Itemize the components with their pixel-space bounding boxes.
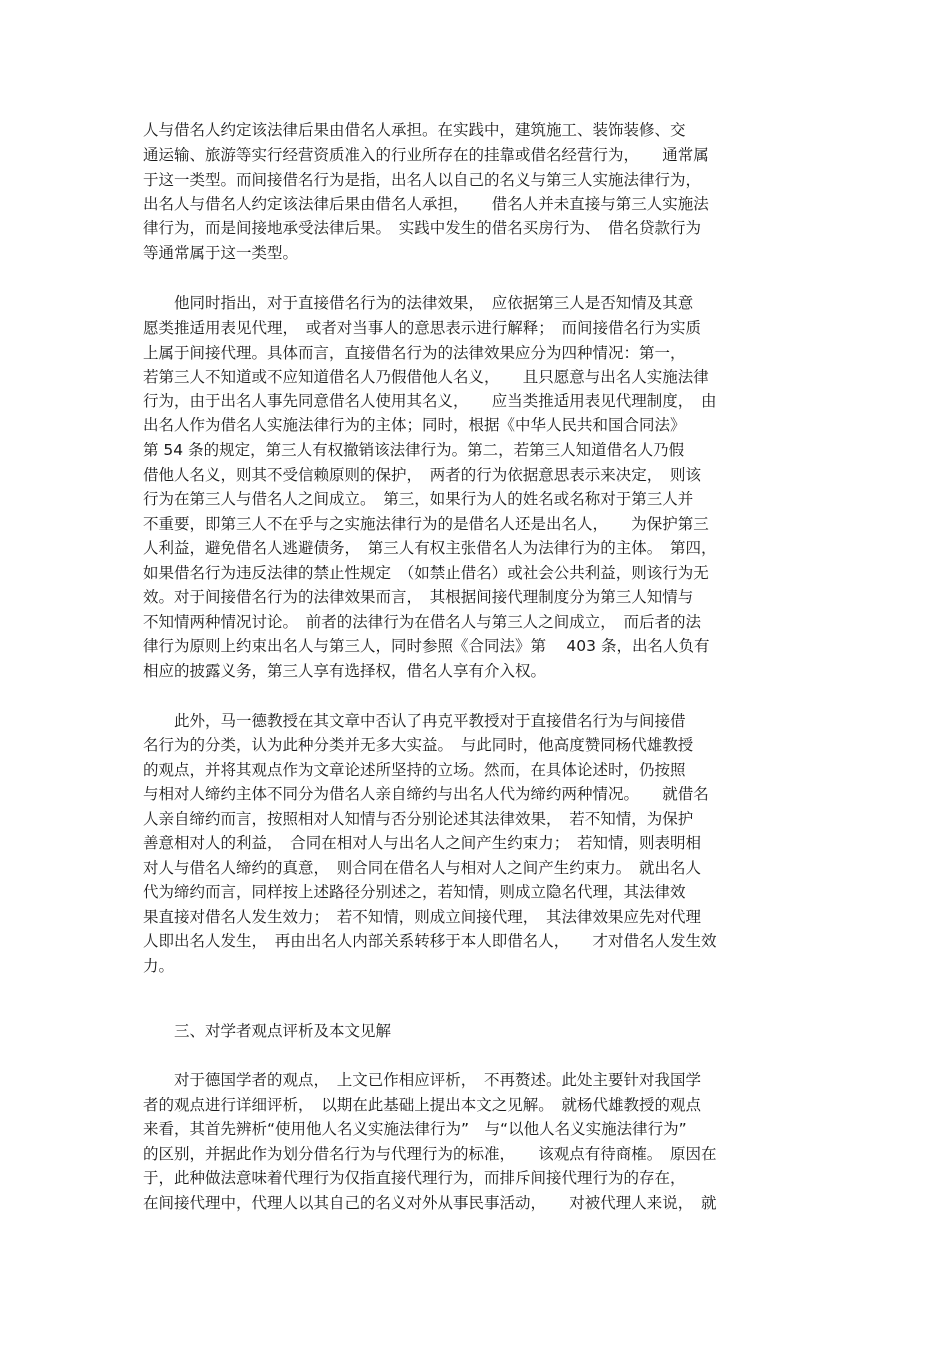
text-line: 人即出名人发生， 再由出名人内部关系转移于本人即借名人， 才对借名人发生效 xyxy=(143,932,717,950)
text-line: 在间接代理中，代理人以其自己的名义对外从事民事活动， 对被代理人来说， 就 xyxy=(143,1194,717,1212)
text-line: 等通常属于这一类型。 xyxy=(143,244,299,262)
text-line: 如果借名行为违反法律的禁止性规定 （如禁止借名）或社会公共利益，则该行为无 xyxy=(143,564,709,582)
text-line: 的观点，并将其观点作为文章论述所坚持的立场。然而，在具体论述时，仍按照 xyxy=(143,761,686,779)
text-line: 善意相对人的利益， 合同在相对人与出名人之间产生约束力； 若知情，则表明相 xyxy=(143,834,702,852)
text-line: 他同时指出，对于直接借名行为的法律效果， 应依据第三人是否知情及其意 xyxy=(143,294,694,312)
text-line: 代为缔约而言，同样按上述路径分别述之，若知情，则成立隐名代理，其法律效 xyxy=(143,883,686,901)
text-line: 借他人名义，则其不受信赖原则的保护， 两者的行为依据意思表示来决定， 则该 xyxy=(143,466,702,484)
text-line: 不知情两种情况讨论。 前者的法律行为在借名人与第三人之间成立， 而后者的法 xyxy=(143,613,702,631)
text-line: 于，此种做法意味着代理行为仅指直接代理行为，而排斥间接代理行为的存在， xyxy=(143,1169,686,1187)
text-line: 愿类推适用表见代理， 或者对当事人的意思表示进行解释； 而间接借名行为实质 xyxy=(143,319,702,337)
text-line: 此外，马一德教授在其文章中否认了冉克平教授对于直接借名行为与间接借 xyxy=(143,712,686,730)
text-line: 通运输、旅游等实行经营资质准入的行业所存在的挂靠或借名经营行为， 通常属 xyxy=(143,146,709,164)
text-line: 人亲自缔约而言，按照相对人知情与否分别论述其法律效果， 若不知情，为保护 xyxy=(143,810,694,828)
text-line: 对人与借名人缔约的真意， 则合同在借名人与相对人之间产生约束力。 就出名人 xyxy=(143,859,702,877)
text-line: 行为在第三人与借名人之间成立。 第三，如果行为人的姓名或名称对于第三人并 xyxy=(143,490,694,508)
text-line: 第 54 条的规定，第三人有权撤销该法律行为。第二，若第三人知道借名人乃假 xyxy=(143,441,685,459)
text-line: 于这一类型。而间接借名行为是指，出名人以自己的名义与第三人实施法律行为， xyxy=(143,171,702,189)
heading-line: 三、对学者观点评析及本文见解 xyxy=(143,1022,392,1040)
text-line: 行为，由于出名人事先同意借名人使用其名义， 应当类推适用表见代理制度， 由 xyxy=(143,392,717,410)
text-line: 上属于间接代理。具体而言，直接借名行为的法律效果应分为四种情况：第一， xyxy=(143,344,686,362)
text-line: 若第三人不知道或不应知道借名人乃假借他人名义， 且只愿意与出名人实施法律 xyxy=(143,368,709,386)
text-line: 对于德国学者的观点， 上文已作相应评析， 不再赘述。此处主要针对我国学 xyxy=(143,1071,702,1089)
text-line: 不重要，即第三人不在乎与之实施法律行为的是借名人还是出名人， 为保护第三 xyxy=(143,515,709,533)
text-line: 人与借名人约定该法律后果由借名人承担。在实践中，建筑施工、装饰装修、交 xyxy=(143,121,686,139)
text-line: 果直接对借名人发生效力； 若不知情，则成立间接代理， 其法律效果应先对代理 xyxy=(143,908,702,926)
text-line: 的区别，并据此作为划分借名行为与代理行为的标准， 该观点有待商榷。 原因在 xyxy=(143,1145,717,1163)
text-line: 相应的披露义务，第三人享有选择权，借名人享有介入权。 xyxy=(143,662,547,680)
text-line: 力。 xyxy=(143,957,175,975)
text-line: 者的观点进行详细评析， 以期在此基础上提出本文之见解。 就杨代雄教授的观点 xyxy=(143,1096,702,1114)
text-line: 与相对人缔约主体不同分为借名人亲自缔约与出名人代为缔约两种情况。 就借名 xyxy=(143,785,709,803)
text-line: 出名人作为借名人实施法律行为的主体；同时，根据《中华人民共和国合同法》 xyxy=(143,416,686,434)
text-line: 出名人与借名人约定该法律后果由借名人承担， 借名人并未直接与第三人实施法 xyxy=(143,195,709,213)
text-line: 效。对于间接借名行为的法律效果而言， 其根据间接代理制度分为第三人知情与 xyxy=(143,588,694,606)
text-line: 名行为的分类，认为此种分类并无多大实益。 与此同时，他高度赞同杨代雄教授 xyxy=(143,736,694,754)
text-line: 律行为，而是间接地承受法律后果。 实践中发生的借名买房行为、 借名贷款行为 xyxy=(143,219,702,237)
text-line: 律行为原则上约束出名人与第三人，同时参照《合同法》第 403 条，出名人负有 xyxy=(143,637,710,655)
text-line: 来看，其首先辨析“使用他人名义实施法律行为” 与“以他人名义实施法律行为” xyxy=(143,1120,687,1138)
text-line: 人利益，避免借名人逃避债务， 第三人有权主张借名人为法律行为的主体。 第四， xyxy=(143,539,717,557)
